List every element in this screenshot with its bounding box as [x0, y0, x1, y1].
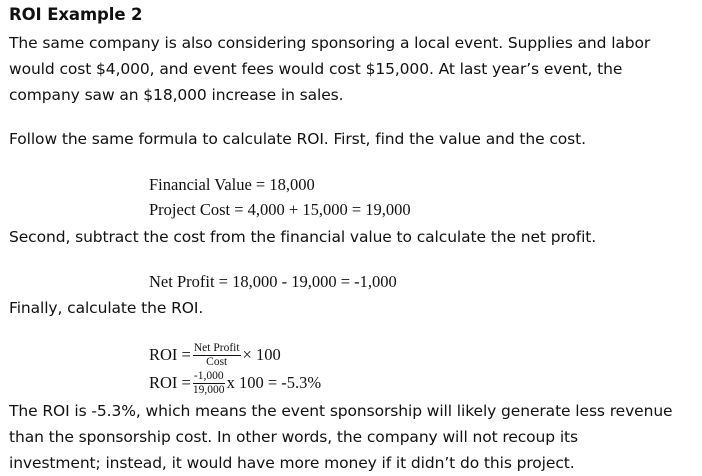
conclusion-line-3: investment; instead, it would have more money if it didn’t do this project.	[9, 454, 575, 472]
roi-calc-rhs: x 100 = -5.3%	[226, 373, 322, 392]
section-heading: ROI Example 2	[9, 5, 143, 24]
roi-formula-numerator: Net Profit	[193, 341, 240, 354]
intro-line-2: would cost $4,000, and event fees would cost $15,000. At last year’s event, the	[9, 60, 623, 78]
roi-formula-lhs: ROI =	[149, 345, 191, 364]
roi-formula-rhs: × 100	[242, 345, 281, 364]
conclusion-line-1: The ROI is -5.3%, which means the event sponsorship will likely generate less revenue	[9, 402, 673, 420]
roi-formula-denominator: Cost	[206, 355, 228, 368]
roi-calc-lhs: ROI =	[149, 373, 191, 392]
roi-calc-denominator: 19,000	[192, 383, 225, 396]
net-profit-equation: Net Profit = 18,000 - 19,000 = -1,000	[149, 272, 397, 291]
step-3-text: Finally, calculate the ROI.	[9, 299, 204, 317]
roi-calc-fraction	[193, 371, 225, 396]
project-cost-equation: Project Cost = 4,000 + 15,000 = 19,000	[149, 200, 411, 219]
roi-formula	[149, 342, 281, 368]
conclusion-line-2: than the sponsorship cost. In other words, the company will not recoup its	[9, 428, 579, 446]
step-1-text: Follow the same formula to calculate ROI. First, find the value and the cost.	[9, 130, 586, 148]
intro-line-1: The same company is also considering sponsoring a local event. Supplies and labor	[9, 34, 651, 52]
intro-line-3: company saw an $18,000 increase in sales.	[9, 86, 344, 104]
financial-value-equation: Financial Value = 18,000	[149, 175, 315, 194]
roi-calculation	[149, 370, 321, 396]
roi-formula-fraction	[193, 343, 241, 368]
roi-calc-numerator: -1,000	[193, 369, 224, 382]
step-2-text: Second, subtract the cost from the financial value to calculate the net profit.	[9, 228, 597, 246]
